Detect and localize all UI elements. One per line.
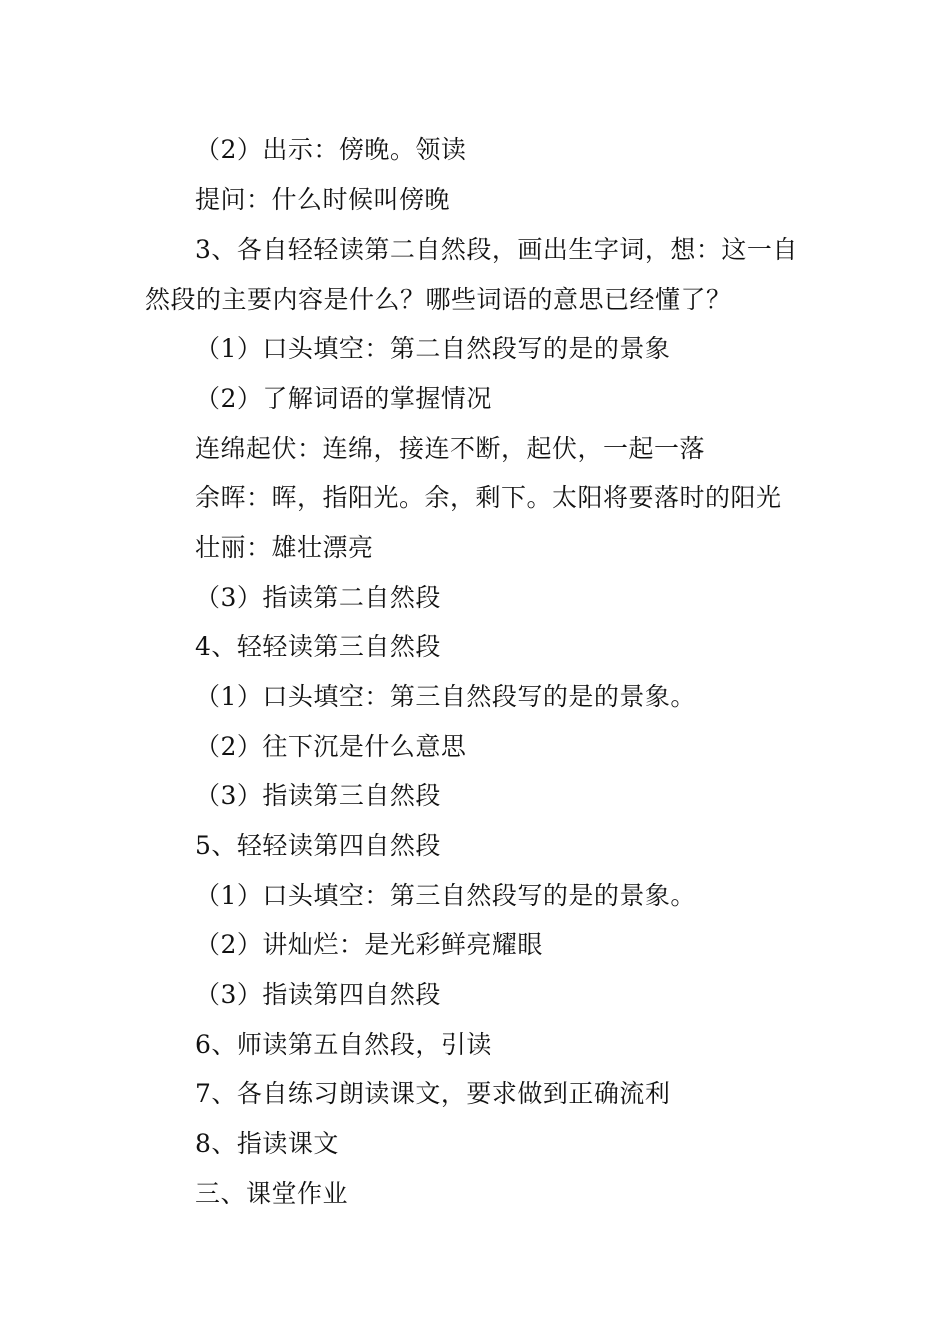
- text-line: （1）口头填空：第三自然段写的是的景象。: [195, 881, 696, 910]
- text-line: （2）往下沉是什么意思: [195, 732, 467, 761]
- text-line: 8、指读课文: [195, 1129, 339, 1158]
- text-line: （3）指读第二自然段: [195, 583, 441, 612]
- text-line: 壮丽：雄壮漂亮: [195, 533, 374, 562]
- text-line: （2）出示：傍晚。领读: [195, 135, 467, 164]
- text-line: 3、各自轻轻读第二自然段，画出生字词，想：这一自: [195, 235, 798, 264]
- text-line: （2）了解词语的掌握情况: [195, 384, 492, 413]
- text-line: （3）指读第四自然段: [195, 980, 441, 1009]
- text-line: 余晖：晖，指阳光。余，剩下。太阳将要落时的阳光: [195, 483, 782, 512]
- text-line: 连绵起伏：连绵，接连不断，起伏，一起一落: [195, 434, 706, 463]
- text-line: （1）口头填空：第三自然段写的是的景象。: [195, 682, 696, 711]
- text-line: 6、师读第五自然段，引读: [195, 1030, 492, 1059]
- text-line: 提问：什么时候叫傍晚: [195, 185, 451, 214]
- text-line: 4、轻轻读第三自然段: [195, 632, 441, 661]
- text-line: （1）口头填空：第二自然段写的是的景象: [195, 334, 671, 363]
- text-line: 三、课堂作业: [195, 1179, 349, 1208]
- text-line: （3）指读第三自然段: [195, 781, 441, 810]
- text-line: 7、各自练习朗读课文，要求做到正确流利: [195, 1079, 671, 1108]
- text-line: 5、轻轻读第四自然段: [195, 831, 441, 860]
- text-line: （2）讲灿烂：是光彩鲜亮耀眼: [195, 930, 543, 959]
- text-line: 然段的主要内容是什么？哪些词语的意思已经懂了？: [145, 285, 732, 314]
